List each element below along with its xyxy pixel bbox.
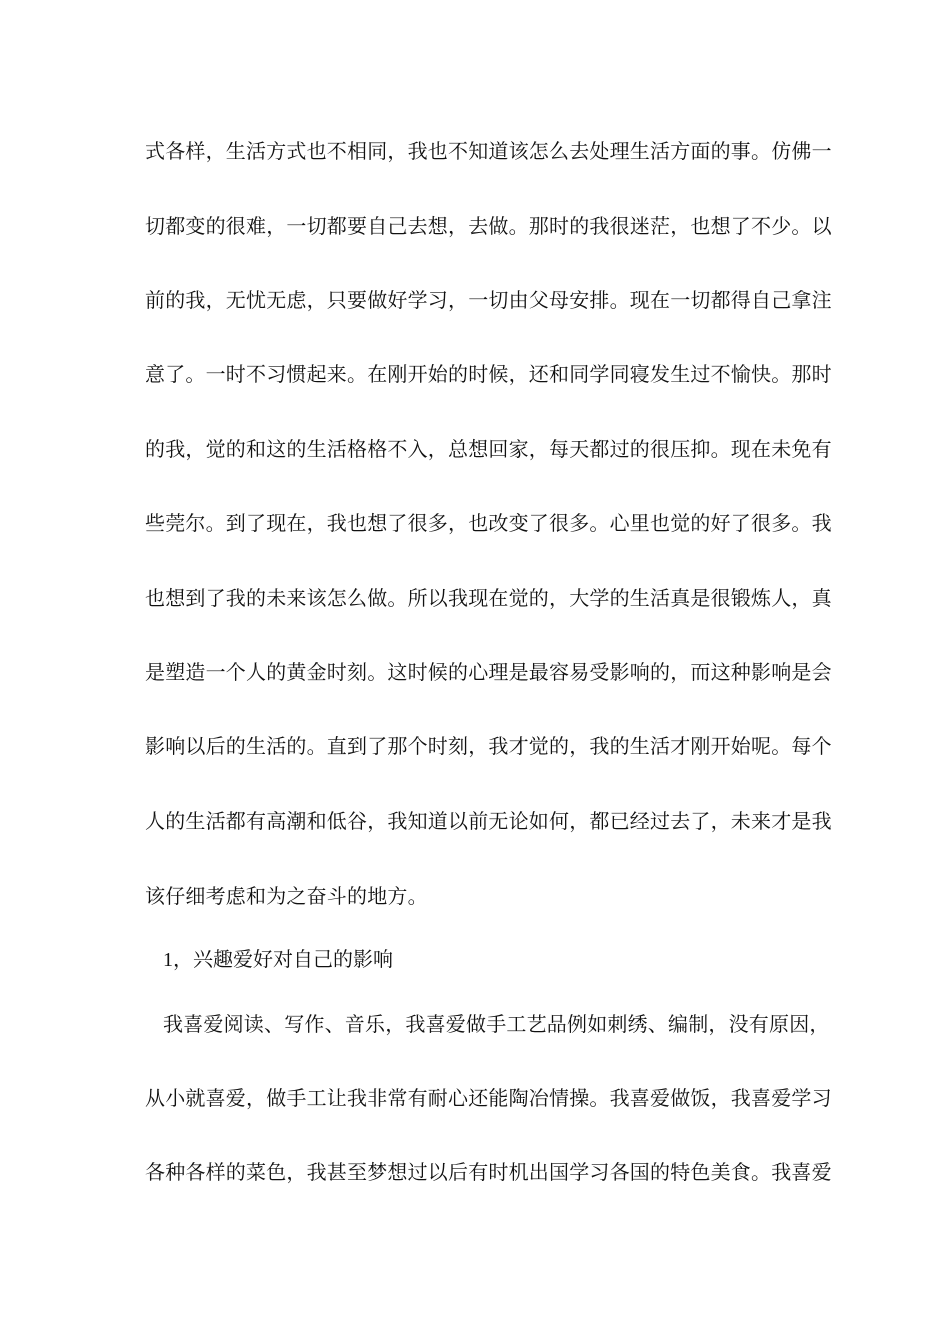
paragraph-line: 式各样，生活方式也不相同，我也不知道该怎么去处理生活方面的事。仿佛一 <box>145 139 832 163</box>
paragraph-line: 人的生活都有高潮和低谷，我知道以前无论如何，都已经过去了，未来才是我 <box>145 809 832 833</box>
paragraph-line: 是塑造一个人的黄金时刻。这时候的心理是最容易受影响的，而这种影响是会 <box>145 660 832 684</box>
paragraph-line: 的我，觉的和这的生活格格不入，总想回家，每天都过的很压抑。现在未免有 <box>145 437 832 461</box>
paragraph-line: 该仔细考虑和为之奋斗的地方。 <box>145 884 428 908</box>
paragraph-line: 些莞尔。到了现在，我也想了很多，也改变了很多。心里也觉的好了很多。我 <box>145 511 832 535</box>
section-heading <box>163 946 393 973</box>
paragraph-line: 影响以后的生活的。直到了那个时刻，我才觉的，我的生活才刚开始呢。每个 <box>145 734 832 758</box>
paragraph-line: 从小就喜爱，做手工让我非常有耐心还能陶冶情操。我喜爱做饭，我喜爱学习 <box>145 1086 832 1110</box>
section-heading-number: 1， <box>163 949 193 971</box>
paragraph-line: 意了。一时不习惯起来。在刚开始的时候，还和同学同寝发生过不愉快。那时 <box>145 362 832 386</box>
paragraph-line: 切都变的很难，一切都要自己去想，去做。那时的我很迷茫，也想了不少。以 <box>145 214 832 238</box>
section-heading-text: 兴趣爱好对自己的影响 <box>193 947 393 971</box>
paragraph-line: 也想到了我的未来该怎么做。所以我现在觉的，大学的生活真是很锻炼人，真 <box>145 586 832 610</box>
paragraph-line: 我喜爱阅读、写作、音乐，我喜爱做手工艺品例如刺绣、编制，没有原因， <box>163 1012 830 1036</box>
paragraph-line: 前的我，无忧无虑，只要做好学习，一切由父母安排。现在一切都得自己拿注 <box>145 288 832 312</box>
paragraph-line: 各种各样的菜色，我甚至梦想过以后有时机出国学习各国的特色美食。我喜爱 <box>145 1160 832 1184</box>
